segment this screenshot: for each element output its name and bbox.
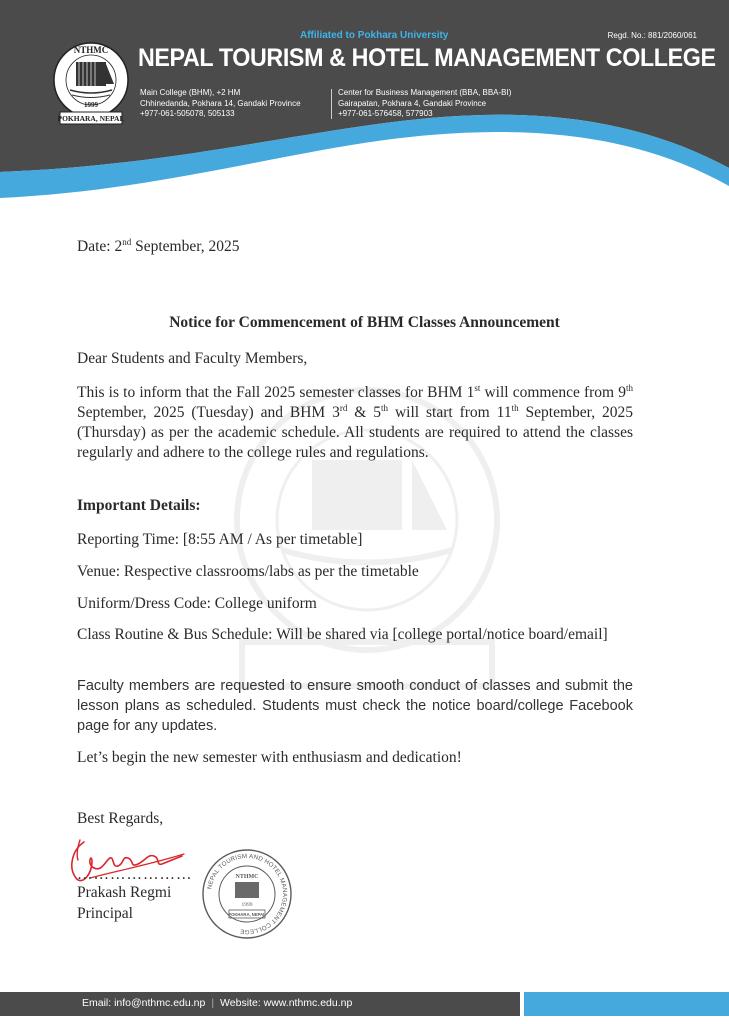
para-text: & 5 bbox=[347, 404, 382, 421]
para-ordinal: th bbox=[381, 402, 389, 413]
para-text: This is to inform that the Fall 2025 semester classes for BHM 1 bbox=[77, 384, 475, 401]
intro-paragraph bbox=[77, 383, 633, 463]
para-text: September, 2025 (Tuesday) and BHM 3 bbox=[77, 404, 340, 421]
faculty-note: Faculty members are requested to ensure smooth conduct of classes and submit the lesson plans as scheduled. Students must check the notice board/college Facebook page for any updates. bbox=[77, 678, 633, 734]
footer-separator: | bbox=[211, 997, 215, 1009]
registration-number: Regd. No.: 881/2060/061 bbox=[607, 31, 697, 40]
cbm-campus-address bbox=[338, 88, 511, 120]
notice-title: Notice for Commencement of BHM Classes Announcement bbox=[169, 314, 560, 331]
signature-line: ………………… bbox=[77, 866, 193, 883]
main-campus-line: Chhinedanda, Pokhara 14, Gandaki Province bbox=[140, 98, 301, 108]
details-heading: Important Details: bbox=[77, 497, 201, 514]
main-campus-phone: +977-061-505078, 505133 bbox=[140, 109, 235, 118]
para-ordinal: th bbox=[625, 382, 633, 393]
college-name: NEPAL TOURISM & HOTEL MANAGEMENT COLLEGE bbox=[138, 44, 716, 72]
letter-date bbox=[77, 238, 240, 256]
stamp-city: POKHARA, NEPAL bbox=[228, 912, 266, 917]
logo-city: POKHARA, NEPAL bbox=[57, 114, 125, 123]
stamp-center-text: NTHMC bbox=[235, 874, 259, 880]
salutation: Dear Students and Faculty Members, bbox=[77, 350, 308, 367]
date-suffix: September, 2025 bbox=[131, 238, 240, 255]
regards: Best Regards, bbox=[77, 810, 164, 827]
footer-contact bbox=[82, 997, 352, 1009]
para-text: September, 2025 (Thursday) as per the academic schedule. All students are required to attend the classes regularly and adhere to the college rules and regulations. bbox=[77, 404, 633, 461]
logo-top-text: NTHMC bbox=[73, 45, 109, 55]
para-text: will commence from 9 bbox=[480, 384, 626, 401]
signatory-name: Prakash Regmi bbox=[77, 884, 172, 901]
main-campus-line: Main College (BHM), +2 HM bbox=[140, 88, 241, 97]
closing-line: Let’s begin the new semester with enthusiasm and dedication! bbox=[77, 749, 462, 766]
detail-reporting-time: Reporting Time: [8:55 AM / As per timetable] bbox=[77, 531, 363, 548]
campus-divider bbox=[331, 89, 332, 119]
para-ordinal: st bbox=[474, 382, 481, 393]
logo-year: 1999 bbox=[84, 101, 98, 109]
detail-routine: Class Routine & Bus Schedule: Will be shared via [college portal/notice board/email] bbox=[77, 626, 608, 643]
footer-website[interactable]: Website: www.nthmc.edu.np bbox=[220, 997, 353, 1009]
college-stamp bbox=[197, 848, 297, 940]
footer-accent bbox=[524, 992, 729, 1016]
signatory-title: Principal bbox=[77, 905, 133, 922]
stamp-ring-text: NEPAL TOURISM AND HOTEL MANAGEMENT COLLEGE bbox=[206, 852, 289, 936]
cbm-campus-line: Center for Business Management (BBA, BBA-BI) bbox=[338, 88, 512, 97]
detail-uniform: Uniform/Dress Code: College uniform bbox=[77, 595, 317, 612]
footer-email[interactable]: Email: info@nthmc.edu.np bbox=[82, 997, 206, 1009]
para-ordinal: rd bbox=[339, 402, 348, 413]
main-campus-address bbox=[140, 88, 301, 120]
date-ordinal: nd bbox=[122, 236, 132, 247]
detail-venue: Venue: Respective classrooms/labs as per the timetable bbox=[77, 563, 419, 580]
para-text: will start from 11 bbox=[388, 404, 512, 421]
letterhead bbox=[0, 0, 729, 210]
affiliation-text: Affiliated to Pokhara University bbox=[300, 30, 449, 41]
cbm-campus-line: Gairapatan, Pokhara 4, Gandaki Province bbox=[338, 98, 487, 108]
date-prefix: Date: 2 bbox=[77, 238, 123, 255]
cbm-campus-phone: +977-061-576458, 577903 bbox=[338, 109, 433, 118]
college-logo bbox=[52, 40, 130, 128]
stamp-year: 1999 bbox=[241, 902, 253, 908]
para-ordinal: th bbox=[511, 402, 519, 413]
